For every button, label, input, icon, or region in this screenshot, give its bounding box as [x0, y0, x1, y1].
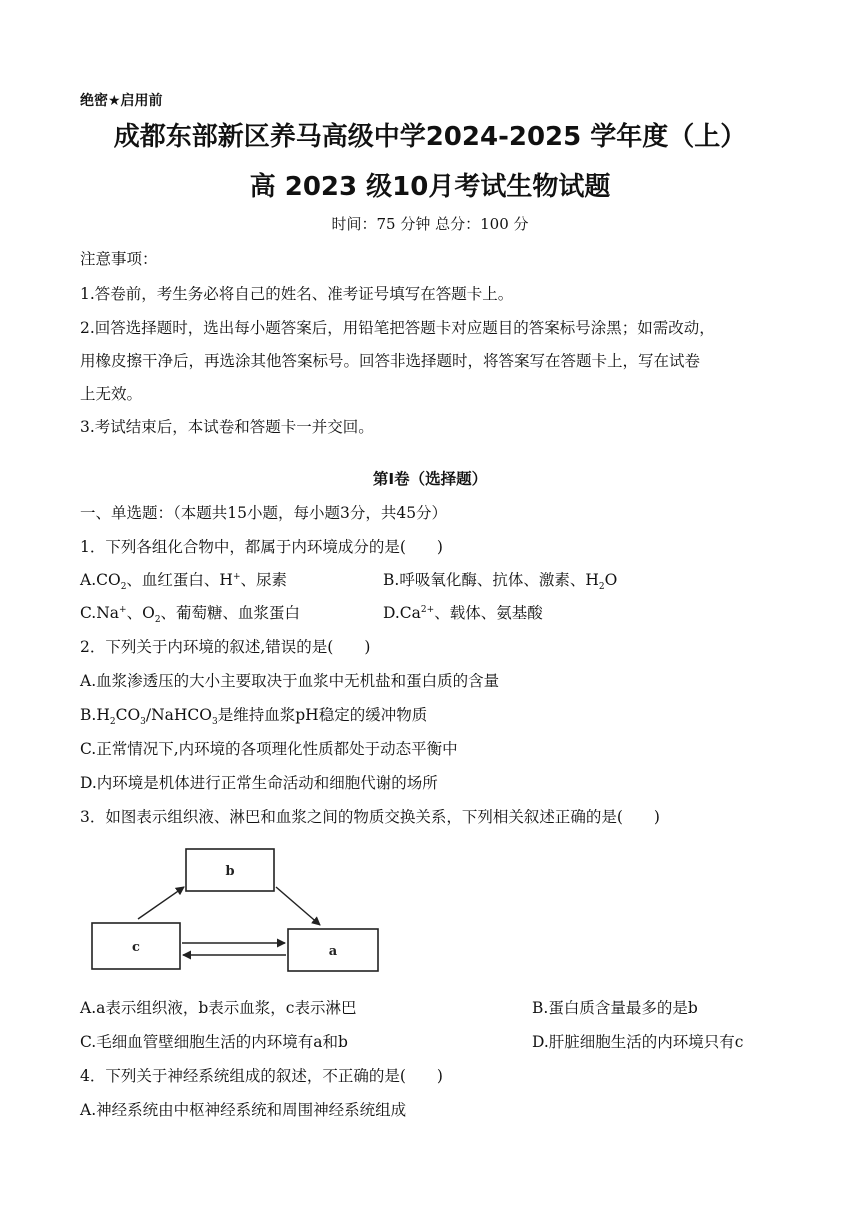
exam-time-info: 时间：75 分钟 总分：100 分: [331, 215, 529, 233]
notice-item-2-line1: 2.回答选择题时，选出每小题答案后，用铅笔把答题卡对应题目的答案标号涂黑；如需改动，: [80, 319, 715, 337]
question-2-option-c: C.正常情况下,内环境的各项理化性质都处于动态平衡中: [80, 740, 458, 758]
question-2-option-a: A.血浆渗透压的大小主要取决于血浆中无机盐和蛋白质的含量: [80, 672, 500, 690]
notice-item-3: 3.考试结束后，本试卷和答题卡一并交回。: [80, 418, 374, 436]
notice-item-2-line3: 上无效。: [80, 385, 143, 403]
exam-title-line2: 高 2023 级10月考试生物试题: [249, 172, 611, 202]
box-b-label: b: [225, 864, 235, 879]
question-2-option-b: $B.H_2CO_3/NaHCO_3$是维持血浆pH稳定的缓冲物质: [80, 706, 428, 728]
question-4-option-a: A.神经系统由中枢神经系统和周围神经系统组成: [80, 1101, 407, 1119]
notice-item-1: 1.答卷前，考生务必将自己的姓名、准考证号填写在答题卡上。: [80, 285, 514, 303]
question-1-option-a: $A.CO_2$、血红蛋白、H+、尿素: [80, 571, 288, 593]
body-fluid-exchange-diagram: [88, 845, 388, 975]
question-1-stem: 1．下列各组化合物中，都属于内环境成分的是( ): [80, 538, 443, 556]
section-title: 第Ⅰ卷（选择题）: [372, 470, 488, 488]
question-3-stem: 3．如图表示组织液、淋巴和血浆之间的物质交换关系，下列相关叙述正确的是( ): [80, 808, 660, 826]
notice-heading: 注意事项：: [80, 250, 158, 268]
part-heading: 一、单选题：（本题共15小题，每小题3分，共45分）: [80, 504, 448, 522]
arrow-c-to-b: [138, 887, 184, 919]
exam-title-line1: 成都东部新区养马高级中学2024-2025 学年度（上）: [113, 122, 747, 152]
confidential-label: 绝密★启用前: [80, 93, 163, 109]
question-1-option-c: C.Na+、$O_2$、葡萄糖、血浆蛋白: [80, 604, 301, 626]
box-a-label: a: [328, 944, 338, 959]
arrow-b-to-a: [276, 887, 320, 925]
question-3-option-a: A.a表示组织液，b表示血浆，c表示淋巴: [80, 999, 357, 1017]
notice-item-2-line2: 用橡皮擦干净后，再选涂其他答案标号。回答非选择题时，将答案写在答题卡上，写在试卷: [80, 352, 701, 370]
question-2-stem: 2．下列关于内环境的叙述,错误的是( ): [80, 638, 371, 656]
question-1-option-d: $D.Ca^{2+}$、载体、氨基酸: [383, 604, 543, 622]
question-2-option-d: D.内环境是机体进行正常生命活动和细胞代谢的场所: [80, 774, 438, 792]
box-c-label: c: [132, 940, 140, 955]
question-3-option-b: B.蛋白质含量最多的是b: [532, 999, 698, 1017]
question-3-option-d: D.肝脏细胞生活的内环境只有c: [532, 1033, 744, 1051]
question-4-stem: 4．下列关于神经系统组成的叙述，不正确的是( ): [80, 1067, 443, 1085]
question-1-option-b: B.呼吸氧化酶、抗体、激素、$H_2O$: [383, 571, 618, 593]
question-3-option-c: C.毛细血管壁细胞生活的内环境有a和b: [80, 1033, 348, 1051]
